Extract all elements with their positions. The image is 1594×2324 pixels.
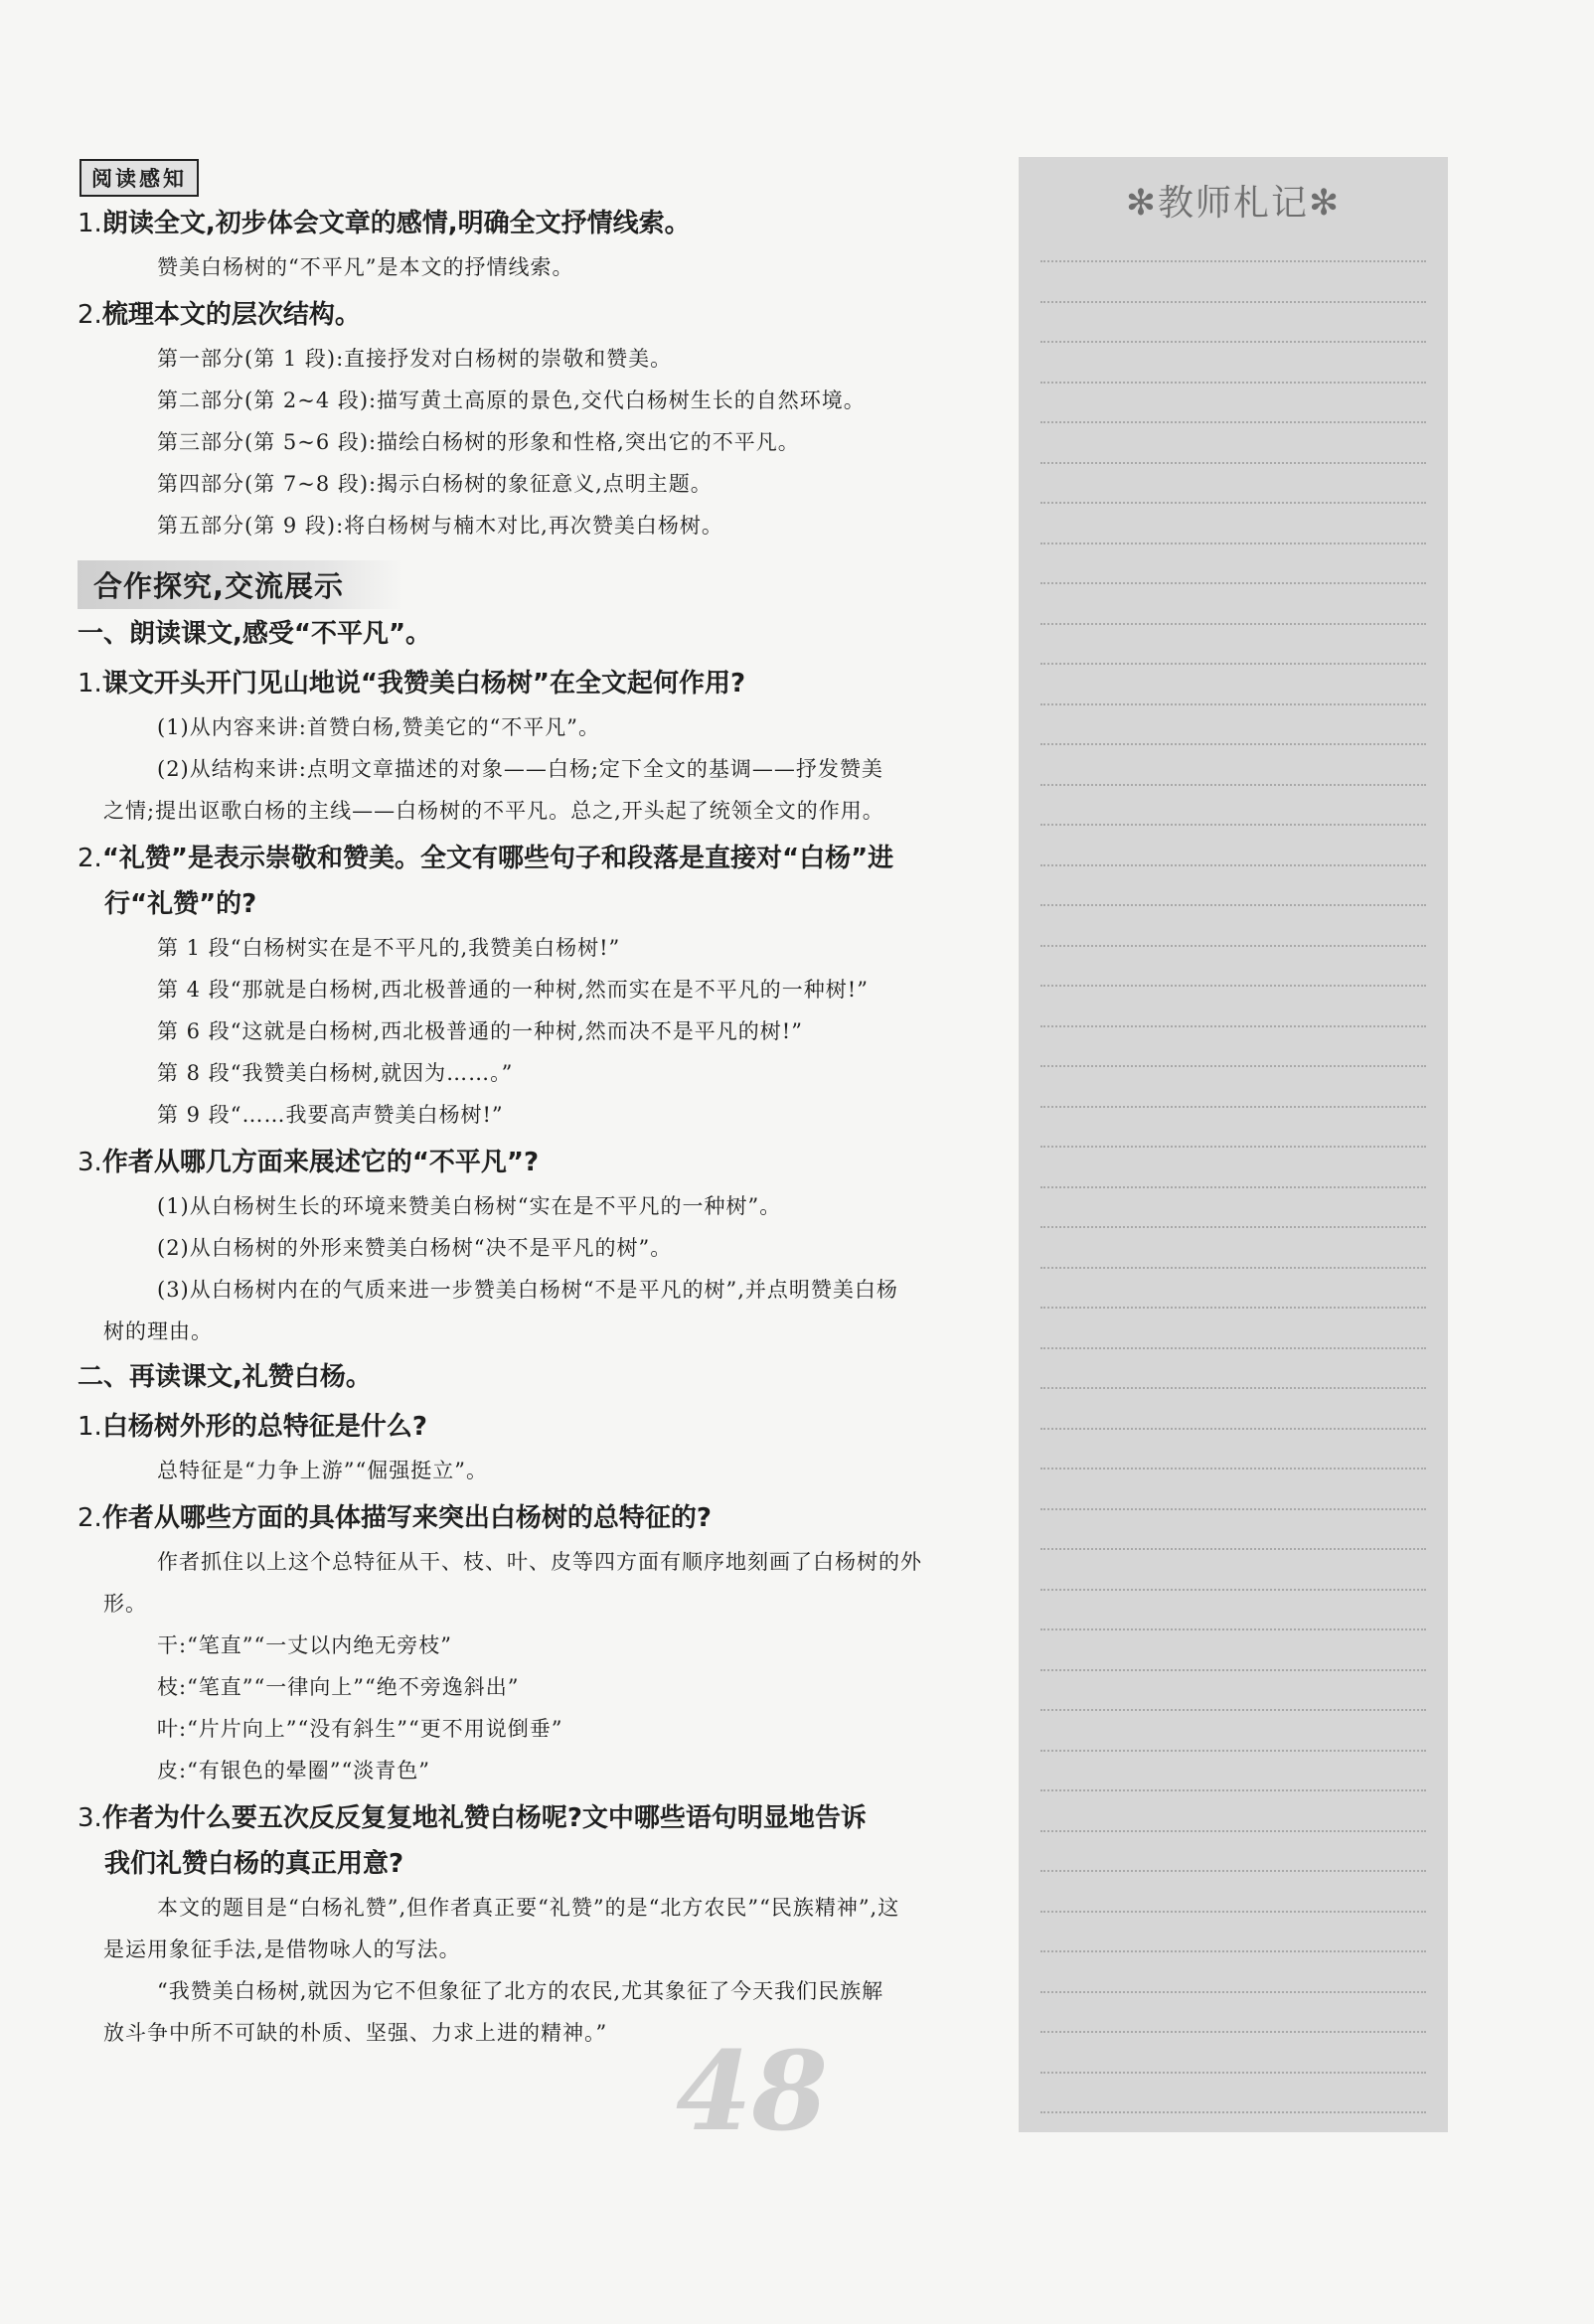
teacher-notes-panel — [1019, 157, 1448, 2132]
note-line — [1040, 1468, 1426, 1470]
praise-paragraph-6: 第 6 段“这就是白杨树,西北极普通的一种树,然而决不是平凡的树!” — [157, 1019, 803, 1043]
part2-question-3 — [78, 1795, 1002, 1841]
note-line — [1040, 1146, 1426, 1148]
trunk-description: 干:“笔直”“一丈以内绝无旁枝” — [157, 1633, 453, 1657]
branch-description: 枝:“笔直”“一律向上”“绝不旁逸斜出” — [157, 1675, 520, 1699]
note-line — [1040, 1226, 1426, 1228]
part-2-title: 二、再读课文,礼赞白杨。 — [78, 1362, 372, 1392]
part1-q3-answer-3-line1: (3)从白杨树内在的气质来进一步赞美白杨树“不是平凡的树”,并点明赞美白杨 — [157, 1278, 898, 1302]
note-line — [1040, 703, 1426, 705]
note-line — [1040, 1709, 1426, 1711]
note-line — [1040, 1065, 1426, 1067]
praise-paragraph-8: 第 8 段“我赞美白杨树,就因为……。” — [157, 1061, 514, 1085]
praise-paragraph-4: 第 4 段“那就是白杨树,西北极普通的一种树,然而实在是不平凡的一种树!” — [157, 978, 869, 1002]
structure-part-3: 第三部分(第 5~6 段):描绘白杨树的形象和性格,突出它的不平凡。 — [157, 430, 800, 454]
question-text: 作者从哪几方面来展述它的“不平凡”? — [101, 1148, 540, 1177]
page-number: 48 — [676, 2027, 829, 2155]
note-line — [1040, 985, 1426, 987]
note-line — [1040, 260, 1426, 262]
note-line — [1040, 1267, 1426, 1269]
question-number: 1. — [78, 669, 102, 698]
part1-question-3 — [78, 1140, 1002, 1185]
note-line — [1040, 1307, 1426, 1309]
part1-question-1 — [78, 661, 1002, 706]
question-number: 2. — [78, 300, 102, 330]
note-line — [1040, 623, 1426, 625]
question-number: 2. — [78, 1503, 102, 1533]
praise-paragraph-9: 第 9 段“……我要高声赞美白杨树!” — [157, 1103, 504, 1127]
note-line — [1040, 502, 1426, 504]
leaf-description: 叶:“片片向上”“没有斜生”“更不用说倒垂” — [157, 1717, 563, 1741]
note-line — [1040, 1669, 1426, 1671]
part1-q3-answer-1: (1)从白杨树生长的环境来赞美白杨树“实在是不平凡的一种树”。 — [157, 1194, 782, 1218]
note-line — [1040, 1548, 1426, 1550]
note-line — [1040, 2072, 1426, 2074]
note-line — [1040, 382, 1426, 384]
note-line — [1040, 784, 1426, 786]
part2-q3-paragraph-1-line1: 本文的题目是“白杨礼赞”,但作者真正要“礼赞”的是“北方农民”“民族精神”,这 — [157, 1896, 900, 1920]
note-line — [1040, 1750, 1426, 1752]
part2-question-2 — [78, 1495, 1002, 1541]
cooperate-section-banner: 合作探究,交流展示 — [78, 560, 403, 609]
note-line — [1040, 1106, 1426, 1108]
note-line — [1040, 1830, 1426, 1832]
note-line — [1040, 945, 1426, 947]
question-text: 朗读全文,初步体会文章的感情,明确全文抒情线索。 — [101, 209, 691, 238]
reading-question-2 — [78, 292, 1002, 338]
part1-q1-answer-1: (1)从内容来讲:首赞白杨,赞美它的“不平凡”。 — [157, 715, 600, 739]
note-line — [1040, 904, 1426, 906]
note-line — [1040, 1508, 1426, 1510]
note-line — [1040, 1428, 1426, 1430]
question-number: 1. — [78, 1412, 102, 1442]
note-line — [1040, 864, 1426, 866]
question-number: 3. — [78, 1803, 102, 1833]
teacher-notes-title: ✻教师札记✻ — [1125, 183, 1342, 224]
note-line — [1040, 1347, 1426, 1349]
structure-part-2: 第二部分(第 2~4 段):描写黄土高原的景色,交代白杨树生长的自然环境。 — [157, 388, 866, 412]
reading-question-1 — [78, 201, 1002, 246]
note-line — [1040, 1911, 1426, 1913]
note-line — [1040, 1186, 1426, 1188]
main-content — [78, 159, 1002, 2054]
question-number: 2. — [78, 844, 102, 873]
note-line — [1040, 824, 1426, 826]
structure-part-1: 第一部分(第 1 段):直接抒发对白杨树的崇敬和赞美。 — [157, 347, 673, 371]
note-line — [1040, 301, 1426, 303]
question-text: 白杨树外形的总特征是什么? — [101, 1412, 427, 1442]
question-text: 作者从哪些方面的具体描写来突出白杨树的总特征的? — [101, 1503, 712, 1533]
note-line — [1040, 1387, 1426, 1389]
part1-q3-answer-2: (2)从白杨树的外形来赞美白杨树“决不是平凡的树”。 — [157, 1236, 673, 1260]
reading-answer-1: 赞美白杨树的“不平凡”是本文的抒情线索。 — [157, 255, 574, 279]
note-line — [1040, 1025, 1426, 1027]
note-line — [1040, 462, 1426, 464]
part2-q2-paragraph-line1: 作者抓住以上这个总特征从干、枝、叶、皮等四方面有顺序地刻画了白杨树的外 — [157, 1550, 922, 1574]
part1-question-2-line2: 行“礼赞”的? — [104, 889, 257, 919]
note-line — [1040, 341, 1426, 343]
praise-paragraph-1: 第 1 段“白杨树实在是不平凡的,我赞美白杨树!” — [157, 936, 621, 960]
question-text-line1: 作者为什么要五次反反复复地礼赞白杨呢?文中哪些语句明显地告诉 — [101, 1803, 867, 1833]
part2-q1-answer: 总特征是“力争上游”“倔强挺立”。 — [157, 1459, 488, 1482]
note-line — [1040, 663, 1426, 665]
note-line — [1040, 1628, 1426, 1630]
note-line — [1040, 1991, 1426, 1993]
note-line — [1040, 743, 1426, 745]
part2-q3-paragraph-1-line2: 是运用象征手法,是借物咏人的写法。 — [103, 1937, 461, 1961]
part-1-title: 一、朗读课文,感受“不平凡”。 — [78, 619, 432, 649]
part2-q3-paragraph-2-line2: 放斗争中所不可缺的朴质、坚强、力求上进的精神。” — [103, 2021, 608, 2045]
note-line — [1040, 2111, 1426, 2113]
part2-question-3-line2: 我们礼赞白杨的真正用意? — [104, 1849, 404, 1879]
question-number: 1. — [78, 209, 102, 238]
part1-q3-answer-3-line2: 树的理由。 — [103, 1319, 213, 1343]
question-text-line1: “礼赞”是表示崇敬和赞美。全文有哪些句子和段落是直接对“白杨”进 — [101, 844, 894, 873]
reading-section-tag: 阅读感知 — [80, 159, 199, 197]
structure-part-5: 第五部分(第 9 段):将白杨树与楠木对比,再次赞美白杨树。 — [157, 514, 723, 538]
question-text: 梳理本文的层次结构。 — [101, 300, 361, 330]
part2-question-1 — [78, 1404, 1002, 1450]
question-text: 课文开头开门见山地说“我赞美白杨树”在全文起何作用? — [101, 669, 746, 698]
note-line — [1040, 1870, 1426, 1872]
question-number: 3. — [78, 1148, 102, 1177]
note-line — [1040, 582, 1426, 584]
part1-question-2 — [78, 836, 1002, 881]
part1-q1-answer-2-line2: 之情;提出讴歌白杨的主线——白杨树的不平凡。总之,开头起了统领全文的作用。 — [103, 799, 884, 823]
note-line — [1040, 1789, 1426, 1791]
structure-part-4: 第四部分(第 7~8 段):揭示白杨树的象征意义,点明主题。 — [157, 472, 713, 496]
note-line — [1040, 1589, 1426, 1591]
part2-q2-paragraph-line2: 形。 — [103, 1592, 147, 1616]
note-line — [1040, 421, 1426, 423]
bark-description: 皮:“有银色的晕圈”“淡青色” — [157, 1759, 431, 1782]
note-line — [1040, 2031, 1426, 2033]
part1-q1-answer-2-line1: (2)从结构来讲:点明文章描述的对象——白杨;定下全文的基调——抒发赞美 — [157, 757, 883, 781]
part2-q3-paragraph-2-line1: “我赞美白杨树,就因为它不但象征了北方的农民,尤其象征了今天我们民族解 — [157, 1979, 884, 2003]
note-line — [1040, 1950, 1426, 1952]
note-line — [1040, 542, 1426, 544]
